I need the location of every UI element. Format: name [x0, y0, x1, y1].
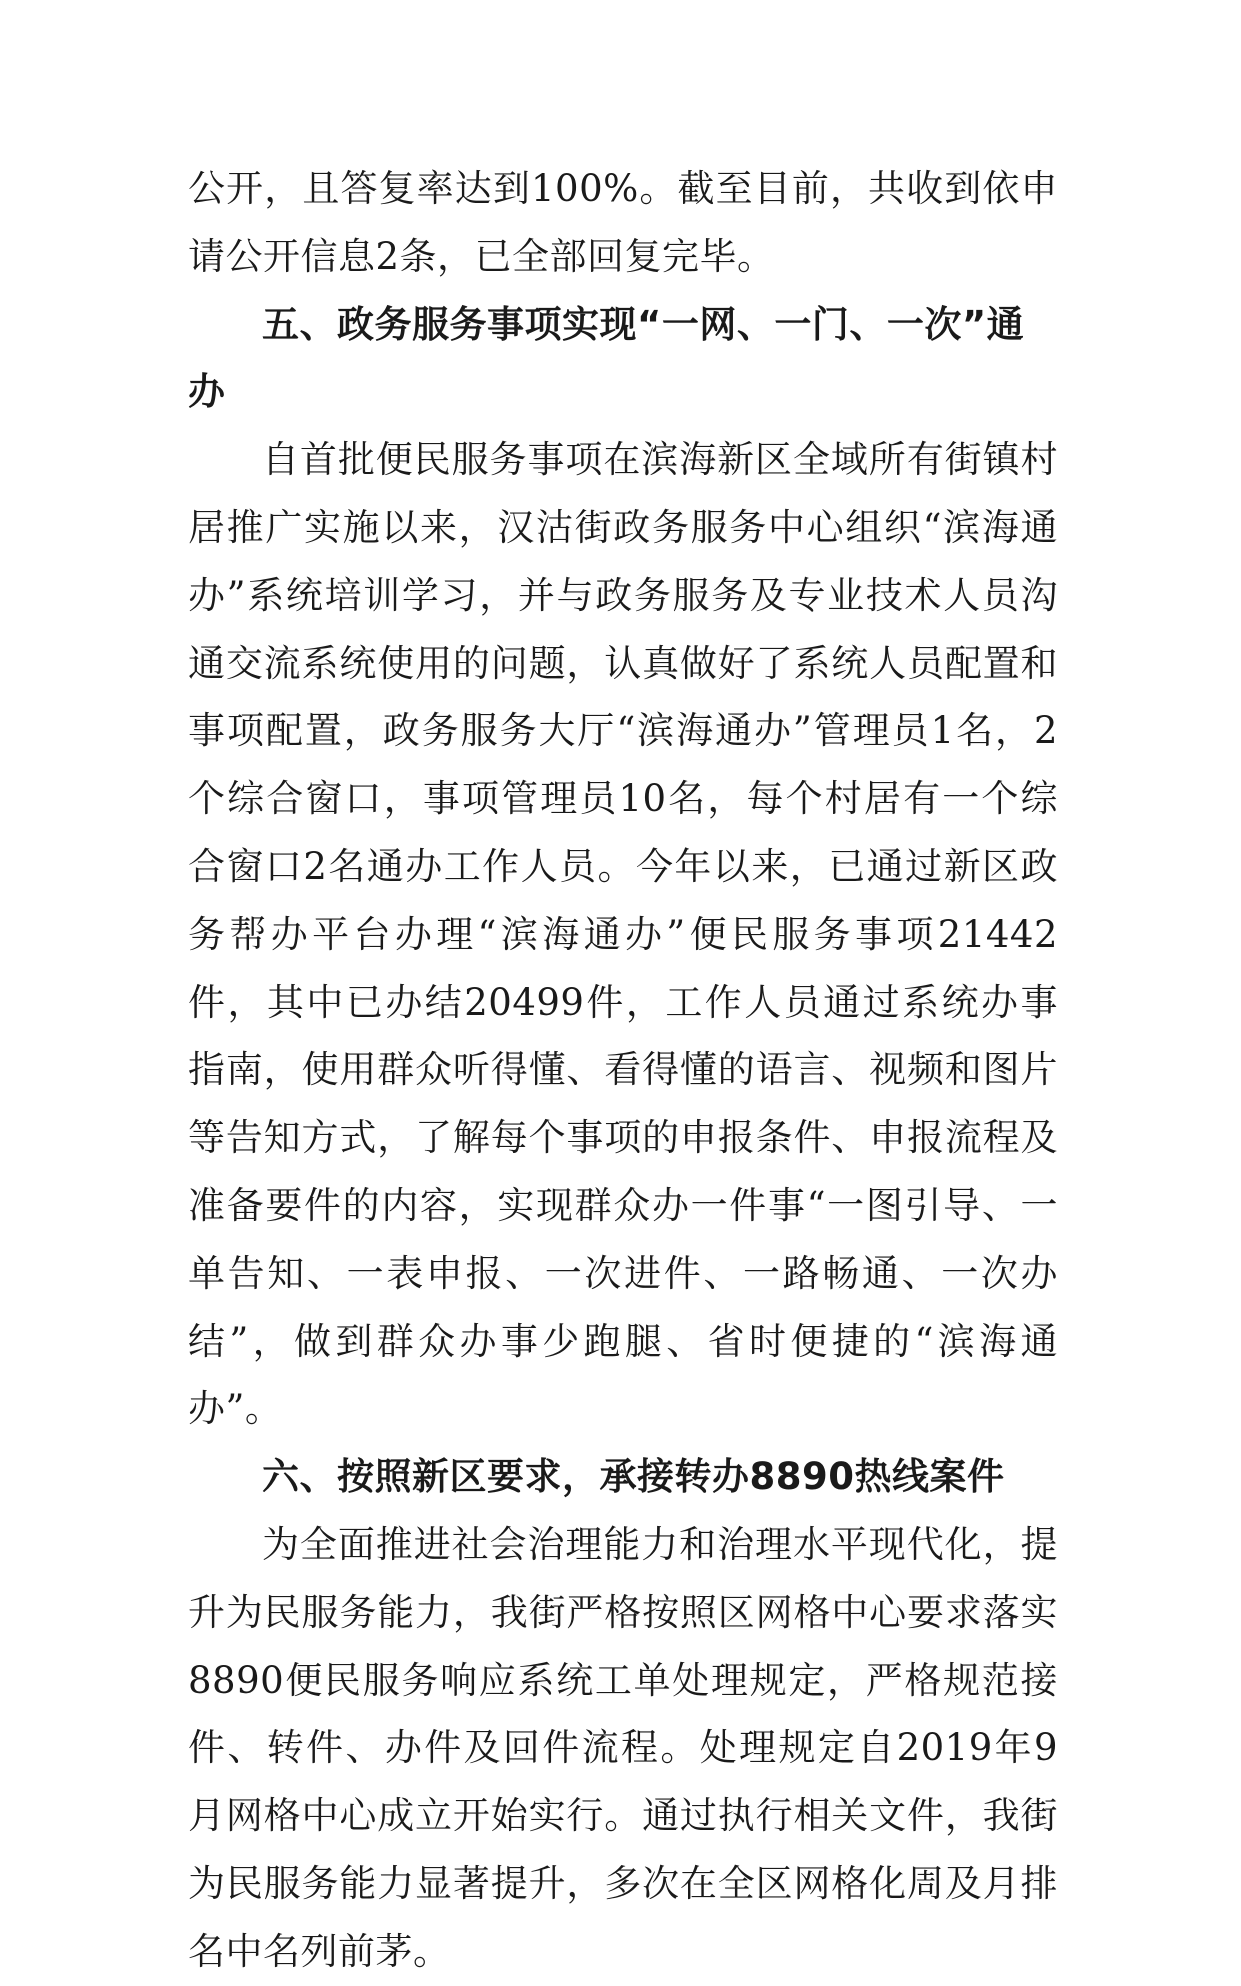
paragraph-disclosure-summary: 公开，且答复率达到100%。截至目前，共收到依申请公开信息2条，已全部回复完毕。 — [188, 167, 1058, 278]
section-heading-five: 五、政务服务事项实现“一网、一门、一次”通办 — [188, 302, 1025, 414]
document-body — [188, 155, 1058, 1986]
section-heading-six: 六、按照新区要求，承接转办8890热线案件 — [262, 1455, 1005, 1499]
paragraph-binhai-service: 自首批便民服务事项在滨海新区全域所有街镇村居推广实施以来，汉沽街政务服务中心组织“滨海通办”系统培训学习，并与政务服务及专业技术人员沟通交流系统使用的问题，认真做好了系统人员配置和事项配置，政务服务大厅“滨海通办”管理员1名，2个综合窗口，事项管理员10名，每个村居有一个综合窗口2名通办工作人员。今年以来，已通过新区政务帮办平台办理“滨海通办”便民服务事项21442件，其中已办结20499件，工作人员通过系统办事指南，使用群众听得懂、看得懂的语言、视频和图片等告知方式，了解每个事项的申报条件、申报流程及准备要件的内容，实现群众办一件事“一图引导、一单告知、一表申报、一次进件、一路畅通、一次办结”，做到群众办事少跑腿、省时便捷的“滨海通办”。 — [188, 438, 1058, 1431]
paragraph-hotline-cases: 为全面推进社会治理能力和治理水平现代化，提升为民服务能力，我街严格按照区网格中心要求落实8890便民服务响应系统工单处理规定，严格规范接件、转件、办件及回件流程。处理规定自2019年9月网格中心成立开始实行。通过执行相关文件，我街为民服务能力显著提升，多次在全区网格化周及月排名中名列前茅。 — [188, 1522, 1058, 1973]
